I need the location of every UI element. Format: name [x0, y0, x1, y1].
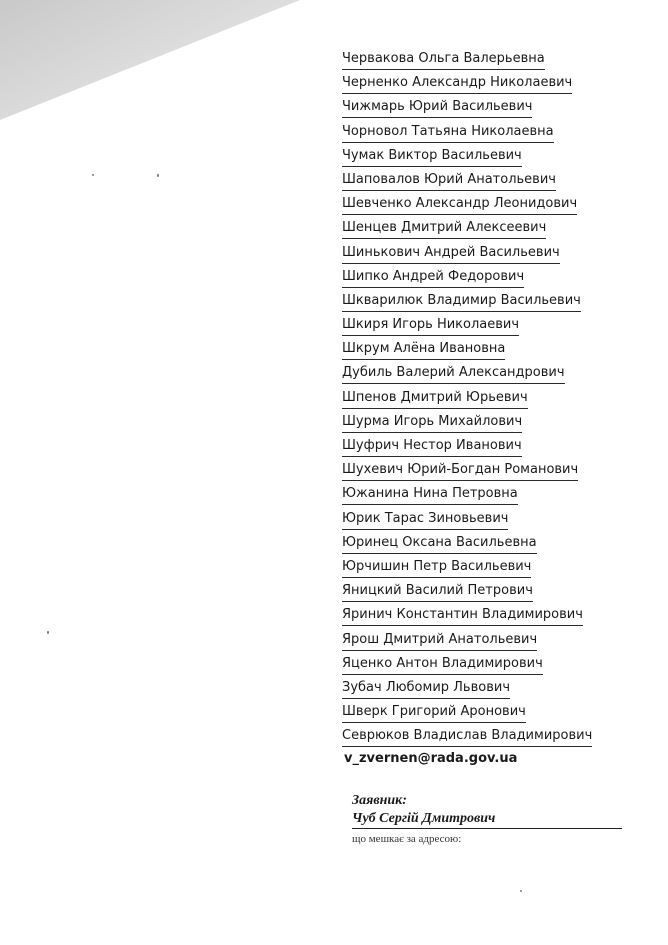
list-item: [342, 679, 592, 703]
recipient-name: Южанина Нина Петровна: [342, 485, 518, 505]
list-item: [342, 219, 592, 243]
list-item: [342, 340, 592, 364]
scan-speck: [92, 174, 94, 176]
address-label: що мешкає за адресою:: [352, 833, 462, 845]
list-item: [342, 268, 592, 292]
list-item: [342, 292, 592, 316]
list-item: [342, 727, 592, 751]
recipient-name: Ярош Дмитрий Анатольевич: [342, 631, 537, 651]
recipient-name: Шкварилюк Владимир Васильевич: [342, 292, 581, 312]
list-item: [342, 147, 592, 171]
scan-speck: [47, 631, 49, 634]
scan-speck: [520, 890, 522, 892]
recipient-name: Яницкий Василий Петрович: [342, 582, 533, 602]
list-item: [342, 703, 592, 727]
list-item: [342, 631, 592, 655]
email-address: v_zvernen@rada.gov.ua: [344, 751, 518, 766]
list-item: [342, 389, 592, 413]
recipient-name: Червакова Ольга Валерьевна: [342, 50, 545, 70]
recipient-name: Шверк Григорий Аронович: [342, 703, 526, 723]
recipient-name: Шенцев Дмитрий Алексеевич: [342, 219, 546, 239]
list-item: [342, 316, 592, 340]
recipient-name: Чижмарь Юрий Васильевич: [342, 98, 532, 118]
list-item: [342, 606, 592, 630]
recipient-name: Дубиль Валерий Александрович: [342, 364, 565, 384]
recipient-name: Юринец Оксана Васильевна: [342, 534, 537, 554]
list-item: [342, 582, 592, 606]
applicant-name: Чуб Сергій Дмитрович: [352, 810, 622, 829]
list-item: [342, 510, 592, 534]
recipient-name: Шинькович Андрей Васильевич: [342, 244, 560, 264]
list-item: [342, 534, 592, 558]
recipient-name: Шевченко Александр Леонидович: [342, 195, 577, 215]
recipient-name: Чумак Виктор Васильевич: [342, 147, 522, 167]
applicant-block: [352, 792, 622, 845]
recipient-name: Черненко Александр Николаевич: [342, 74, 572, 94]
list-item: [342, 98, 592, 122]
recipient-name: Чорновол Татьяна Николаевна: [342, 123, 554, 143]
recipient-name: Шкиря Игорь Николаевич: [342, 316, 519, 336]
list-item: [342, 364, 592, 388]
recipient-name: Зубач Любомир Львович: [342, 679, 510, 699]
list-item: [342, 485, 592, 509]
list-item: [342, 195, 592, 219]
list-item: [342, 655, 592, 679]
recipient-name: Яценко Антон Владимирович: [342, 655, 543, 675]
recipient-name: Шипко Андрей Федорович: [342, 268, 524, 288]
recipient-name: Шуфрич Нестор Иванович: [342, 437, 522, 457]
recipient-name: Яринич Константин Владимирович: [342, 606, 583, 626]
list-item: [342, 74, 592, 98]
applicant-label: Заявник:: [352, 793, 407, 808]
list-item: [342, 437, 592, 461]
list-item: [342, 244, 592, 268]
recipient-name: Шпенов Дмитрий Юрьевич: [342, 389, 528, 409]
recipient-name: Шурма Игорь Михайлович: [342, 413, 522, 433]
recipient-name: Юрик Тарас Зиновьевич: [342, 510, 508, 530]
list-item: [342, 123, 592, 147]
list-item: [342, 461, 592, 485]
scan-speck: [157, 174, 159, 177]
recipient-name: Севрюков Владислав Владимирович: [342, 727, 592, 747]
recipient-name: Шухевич Юрий-Богдан Романович: [342, 461, 578, 481]
recipient-name: Шкрум Алёна Ивановна: [342, 340, 505, 360]
recipient-list: [342, 50, 592, 751]
list-item: [342, 171, 592, 195]
recipient-name: Шаповалов Юрий Анатольевич: [342, 171, 556, 191]
list-item: [342, 558, 592, 582]
recipient-name: Юрчишин Петр Васильевич: [342, 558, 531, 578]
list-item: [342, 413, 592, 437]
list-item: [342, 50, 592, 74]
